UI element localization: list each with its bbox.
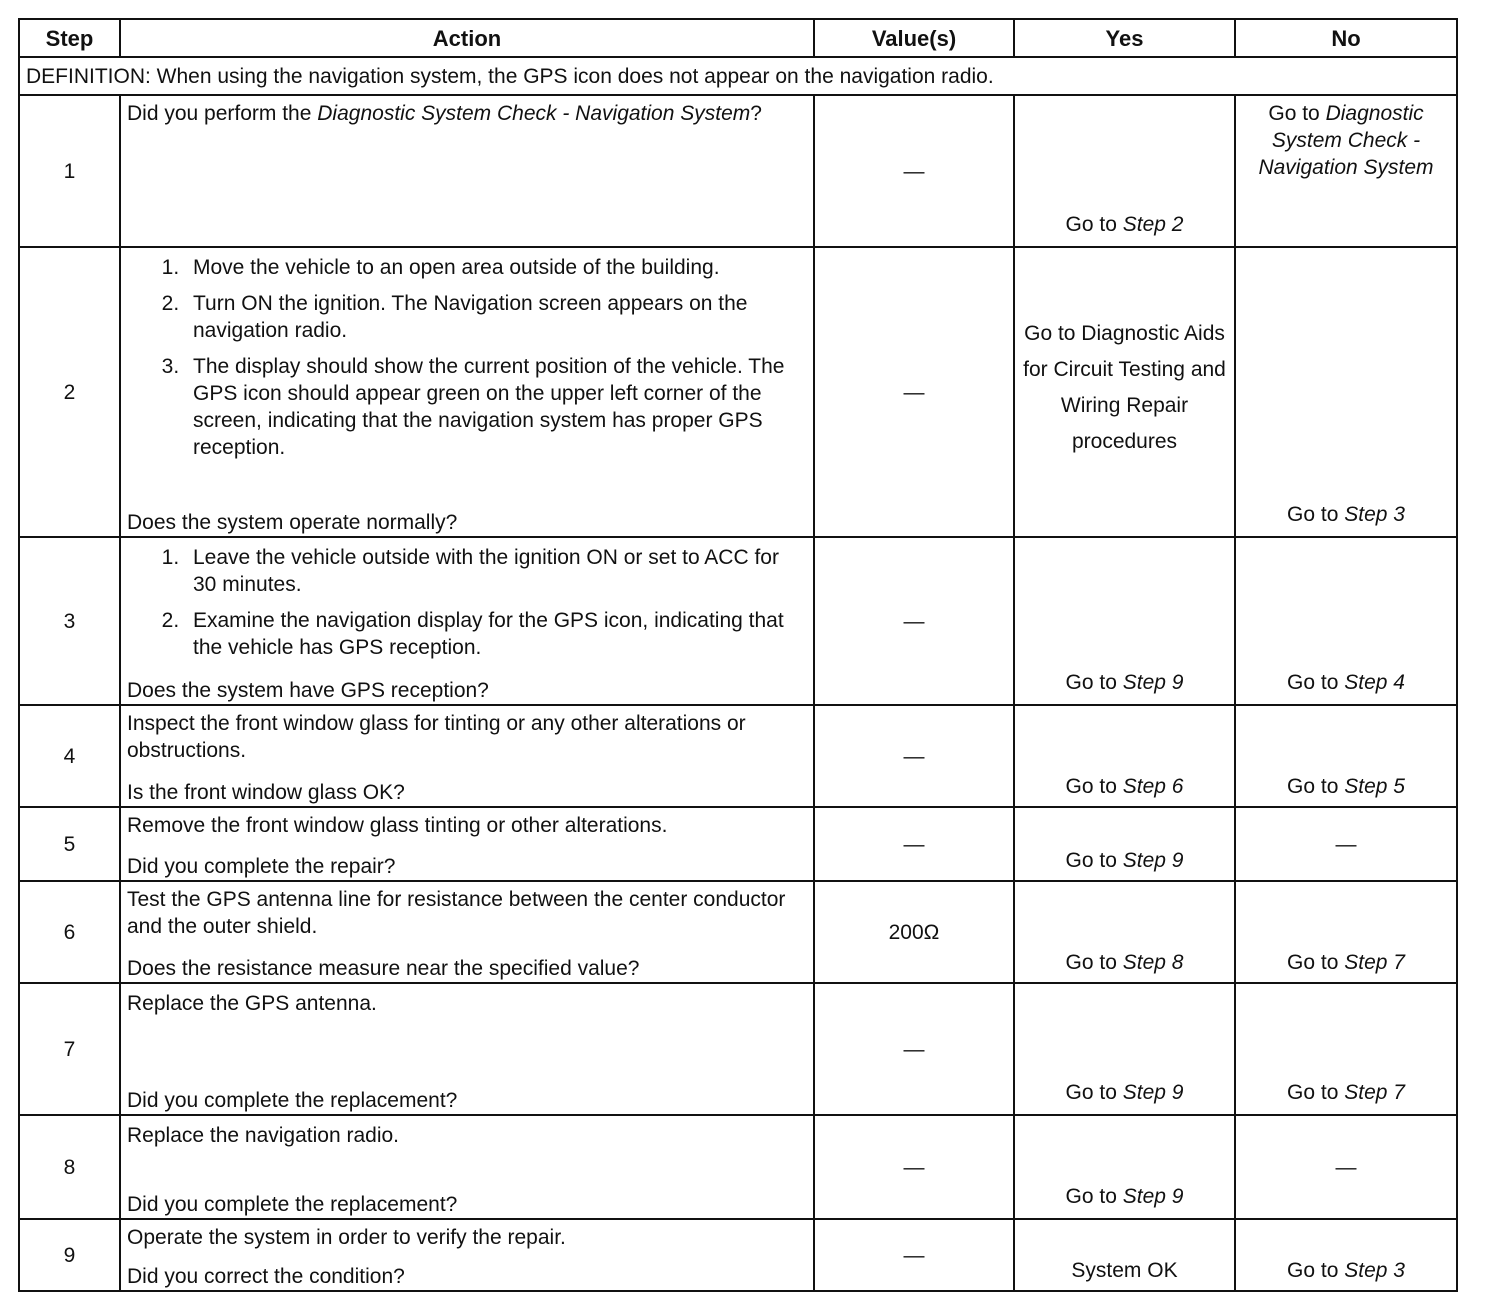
yes-link[interactable]: Go to Step 6 [1065, 775, 1184, 798]
action-steps-list [127, 544, 807, 670]
action-cell [120, 983, 814, 1115]
list-item: 3. The display should show the current position of the vehicle. The GPS icon should appear green on the upper left corner of the screen, indicating that the navigation system has proper GPS reception. [185, 353, 807, 461]
action-cell [120, 1219, 814, 1291]
value-cell: — [814, 705, 1014, 807]
no-cell [1235, 537, 1457, 705]
value-cell: — [814, 95, 1014, 247]
action-question: Did you complete the replacement? [127, 1089, 458, 1112]
no-cell [1235, 881, 1457, 983]
action-cell [120, 95, 814, 247]
list-item: 2. Turn ON the ignition. The Navigation screen appears on the navigation radio. [185, 290, 807, 344]
action-cell [120, 537, 814, 705]
value-cell: 200Ω [814, 881, 1014, 983]
list-item: 1. Leave the vehicle outside with the ignition ON or set to ACC for 30 minutes. [185, 544, 807, 598]
yes-link[interactable]: Go to Step 9 [1065, 1081, 1184, 1104]
value-cell: — [814, 1115, 1014, 1219]
action-text: Replace the navigation radio. [127, 1124, 400, 1147]
action-text: Replace the GPS antenna. [127, 992, 377, 1015]
list-item: 1. Move the vehicle to an open area outside of the building. [185, 254, 807, 281]
table-row [19, 807, 1457, 881]
no-link[interactable]: Go to Step 4 [1287, 671, 1405, 694]
yes-link[interactable]: System OK [1071, 1259, 1178, 1282]
yes-link[interactable]: Go to Step 8 [1065, 951, 1184, 974]
step-number: 7 [19, 983, 120, 1115]
action-question: Did you perform the Diagnostic System Check - Navigation System? [127, 102, 762, 125]
action-question: Does the system operate normally? [127, 511, 458, 534]
value-cell: — [814, 1219, 1014, 1291]
action-text: Inspect the front window glass for tinting or any other alterations or obstructions. [127, 712, 746, 762]
table-row [19, 881, 1457, 983]
yes-cell [1014, 881, 1235, 983]
yes-link[interactable]: Go to Step 9 [1065, 671, 1184, 694]
step-number: 8 [19, 1115, 120, 1219]
no-cell [1235, 247, 1457, 537]
no-cell [1235, 983, 1457, 1115]
yes-cell [1014, 1115, 1235, 1219]
header-values: Value(s) [814, 19, 1014, 57]
action-question: Does the system have GPS reception? [127, 679, 489, 702]
yes-cell [1014, 983, 1235, 1115]
action-question: Did you complete the repair? [127, 855, 396, 878]
action-text: Test the GPS antenna line for resistance between the center conductor and the outer shield. [127, 888, 786, 938]
table-row [19, 247, 1457, 537]
step-number: 9 [19, 1219, 120, 1291]
no-cell [1235, 705, 1457, 807]
header-step: Step [19, 19, 120, 57]
action-question: Is the front window glass OK? [127, 781, 405, 804]
no-cell: — [1235, 1115, 1457, 1219]
no-link[interactable]: Go to Step 7 [1287, 1081, 1405, 1104]
yes-link[interactable]: Go to Step 9 [1065, 849, 1184, 872]
yes-cell [1014, 807, 1235, 881]
action-steps-list [127, 254, 807, 470]
no-cell: — [1235, 807, 1457, 881]
action-question: Did you complete the replacement? [127, 1193, 458, 1216]
table-row [19, 1115, 1457, 1219]
table-row [19, 537, 1457, 705]
step-number: 6 [19, 881, 120, 983]
yes-link[interactable]: Go to Diagnostic Aids for Circuit Testing and Wiring Repair procedures [1023, 322, 1226, 453]
yes-cell [1014, 95, 1235, 247]
action-cell [120, 705, 814, 807]
diagnostic-table [18, 18, 1458, 1292]
yes-cell [1014, 247, 1235, 537]
no-cell [1235, 95, 1457, 247]
no-link[interactable]: Go to Step 3 [1287, 1259, 1405, 1282]
value-cell: — [814, 807, 1014, 881]
table-row [19, 983, 1457, 1115]
action-cell [120, 247, 814, 537]
yes-cell [1014, 537, 1235, 705]
action-text: Remove the front window glass tinting or other alterations. [127, 814, 668, 837]
header-no: No [1235, 19, 1457, 57]
yes-link[interactable]: Go to Step 2 [1065, 213, 1184, 236]
action-text: Operate the system in order to verify the repair. [127, 1226, 566, 1249]
header-row [19, 19, 1457, 57]
no-link[interactable]: Go to Step 5 [1287, 775, 1405, 798]
step-number: 1 [19, 95, 120, 247]
no-link[interactable]: Go to Diagnostic System Check - Navigation System [1258, 102, 1434, 179]
table-row [19, 705, 1457, 807]
definition-text: DEFINITION: When using the navigation system, the GPS icon does not appear on the navigation radio. [19, 57, 1457, 95]
table-row [19, 1219, 1457, 1291]
step-number: 4 [19, 705, 120, 807]
yes-cell [1014, 1219, 1235, 1291]
action-cell [120, 807, 814, 881]
step-number: 3 [19, 537, 120, 705]
action-cell [120, 881, 814, 983]
definition-row [19, 57, 1457, 95]
value-cell: — [814, 983, 1014, 1115]
action-question: Does the resistance measure near the specified value? [127, 957, 640, 980]
action-cell [120, 1115, 814, 1219]
value-cell: — [814, 247, 1014, 537]
yes-cell [1014, 705, 1235, 807]
table-row [19, 95, 1457, 247]
no-link[interactable]: Go to Step 7 [1287, 951, 1405, 974]
step-number: 2 [19, 247, 120, 537]
value-cell: — [814, 537, 1014, 705]
list-item: 2. Examine the navigation display for the GPS icon, indicating that the vehicle has GPS reception. [185, 607, 807, 661]
no-cell [1235, 1219, 1457, 1291]
yes-link[interactable]: Go to Step 9 [1065, 1185, 1184, 1208]
header-yes: Yes [1014, 19, 1235, 57]
no-link[interactable]: Go to Step 3 [1287, 503, 1405, 526]
step-number: 5 [19, 807, 120, 881]
header-action: Action [120, 19, 814, 57]
action-question: Did you correct the condition? [127, 1265, 405, 1288]
